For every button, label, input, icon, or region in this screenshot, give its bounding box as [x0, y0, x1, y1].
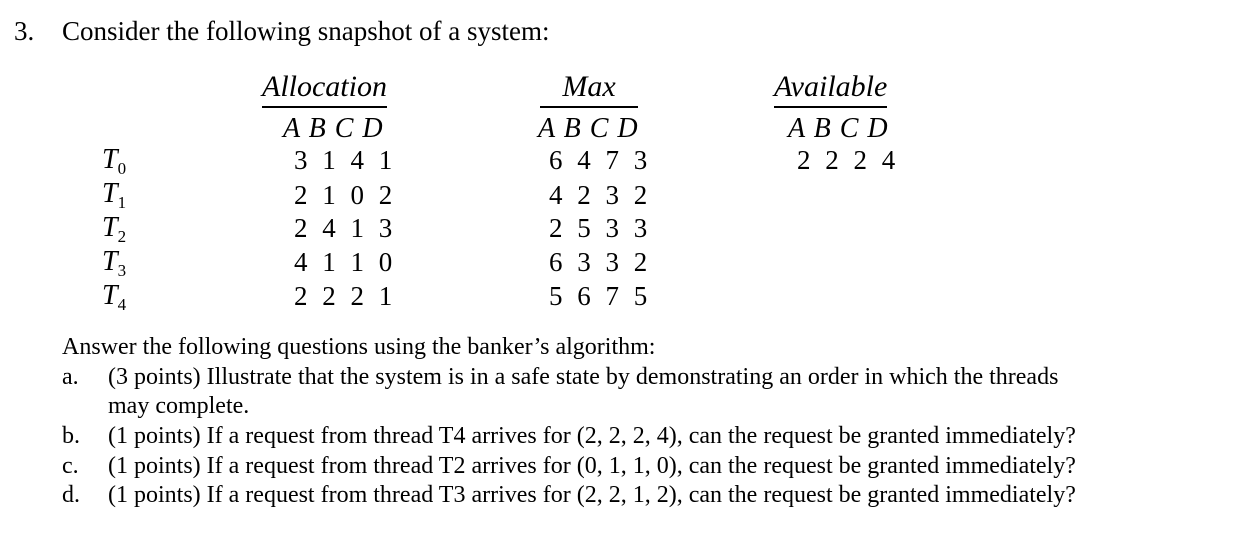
- item-text: (1 points) If a request from thread T4 arrives for (2, 2, 2, 4), can the request be granted immediately?: [108, 423, 1076, 449]
- item-text: (3 points) Illustrate that the system is in a safe state by demonstrating an order in which the threads: [108, 364, 1059, 390]
- thread-label: $T_0$: [102, 144, 127, 178]
- max-subheader: A B C D: [538, 113, 639, 144]
- max-cell: 6 4 7 3: [549, 145, 652, 175]
- item-letter: c.: [62, 453, 79, 479]
- available-cell: 2 2 2 4: [797, 145, 900, 175]
- allocation-cell: 2 4 1 3: [294, 213, 397, 243]
- question-prompt: Consider the following snapshot of a system:: [62, 16, 550, 46]
- max-cell: 6 3 3 2: [549, 247, 652, 277]
- max-cell: 4 2 3 2: [549, 180, 652, 210]
- thread-label: $T_1$: [102, 178, 127, 212]
- thread-label: $T_3$: [102, 246, 127, 280]
- item-text: (1 points) If a request from thread T2 arrives for (0, 1, 1, 0), can the request be granted immediately?: [108, 453, 1076, 479]
- allocation-cell: 4 1 1 0: [294, 247, 397, 277]
- available-subheader: A B C D: [788, 113, 889, 144]
- available-header: Available: [774, 70, 887, 108]
- allocation-cell: 2 2 2 1: [294, 281, 397, 311]
- item-text-continued: may complete.: [108, 393, 250, 419]
- item-letter: d.: [62, 482, 80, 508]
- max-cell: 2 5 3 3: [549, 213, 652, 243]
- max-cell: 5 6 7 5: [549, 281, 652, 311]
- answer-intro: Answer the following questions using the banker’s algorithm:: [62, 334, 656, 360]
- item-letter: a.: [62, 364, 79, 390]
- item-letter: b.: [62, 423, 80, 449]
- question-number: 3.: [14, 16, 35, 46]
- allocation-header: Allocation: [262, 70, 387, 108]
- allocation-cell: 3 1 4 1: [294, 145, 397, 175]
- max-header: Max: [540, 70, 638, 108]
- thread-label: $T_2$: [102, 212, 127, 246]
- item-text: (1 points) If a request from thread T3 arrives for (2, 2, 1, 2), can the request be granted immediately?: [108, 482, 1076, 508]
- allocation-subheader: A B C D: [283, 113, 384, 144]
- thread-label: $T_4$: [102, 280, 127, 314]
- allocation-cell: 2 1 0 2: [294, 180, 397, 210]
